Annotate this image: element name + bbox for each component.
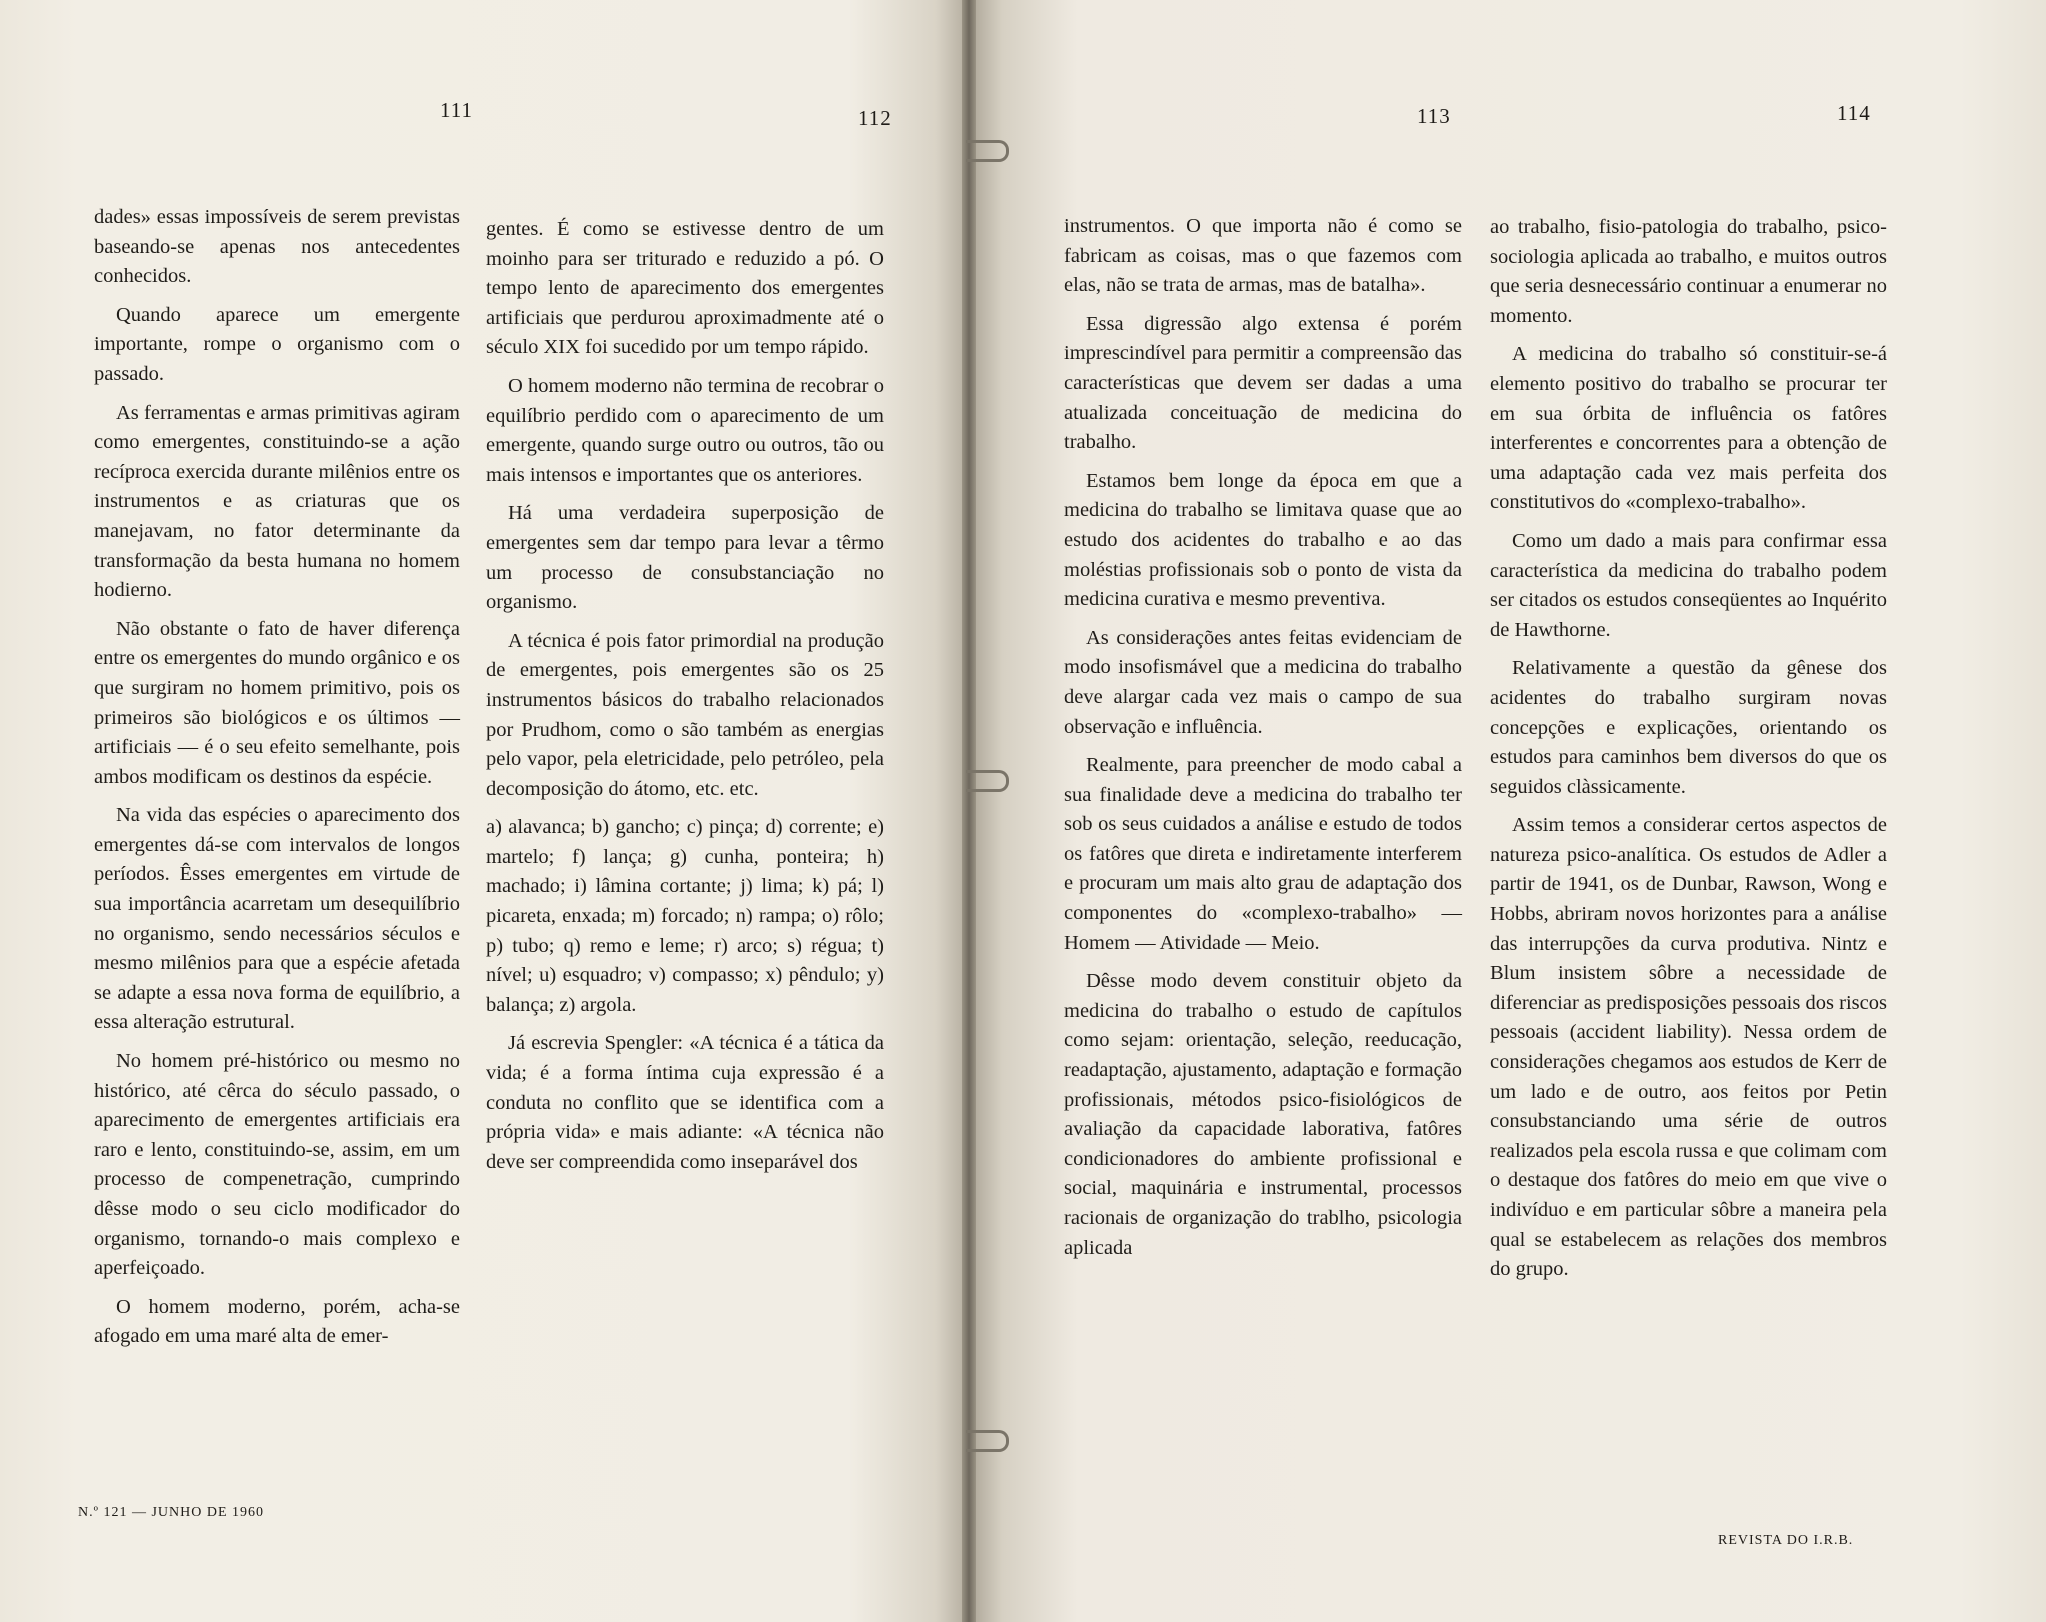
journal-footer: REVISTA DO I.R.B. — [1718, 1533, 1854, 1548]
paragraph: As ferramentas e armas primitivas agiram como emergentes, constituindo-se a ação recíproca exercida durante milênios entre os instrumentos e as criaturas que os manejavam, no fator determinante da transformação da besta humana no homem hodierno. — [94, 401, 460, 602]
paragraph: A técnica é pois fator primordial na produção de emergentes, pois emergentes são os 25 instrumentos básicos do trabalho relacionados por Prudhom, como o são também as energias pelo vapor, pela eletricidade, pelo petróleo, pela decomposição do átomo, etc. etc. — [486, 629, 884, 800]
paragraph: O homem moderno, porém, acha-se afogado em uma maré alta de emer- — [94, 1295, 460, 1348]
paragraph: Relativamente a questão da gênese dos acidentes do trabalho surgiram novas concepções e explicações, orientando os estudos para caminhos bem diversos do que os seguidos clàssicamente. — [1490, 657, 1887, 798]
paragraph: Dêsse modo devem constituir objeto da medicina do trabalho o estudo de capítulos como sejam: orientação, seleção, reeducação, readaptação, ajustamento, adaptação e formação profissionais, métodos psico-fisiológicos de avaliação da capacidade laborativa, fatôres condicionadores do ambiente profissional e social, maquinária e instrumental, processos racionais de organização do trablho, psicologia aplicada — [1064, 970, 1462, 1259]
text-column-page-111 — [94, 203, 460, 1361]
paragraph: Quando aparece um emergente importante, rompe o organismo com o passado. — [94, 303, 460, 385]
paragraph: Há uma verdadeira superposição de emergentes sem dar tempo para levar a têrmo um processo de consubstanciação no organismo. — [486, 502, 884, 614]
paragraph: Já escrevia Spengler: «A técnica é a tática da vida; é a forma íntima cuja expressão é a conduta no conflito que se identifica com a própria vida» e mais adiante: «A técnica não deve ser compreendida como inseparável dos — [486, 1032, 884, 1173]
paragraph: Essa digressão algo extensa é porém imprescindível para permitir a compreensão das características que devem ser dadas a uma atualizada conceituação de medicina do trabalho. — [1064, 312, 1462, 454]
page-number: 111 — [440, 98, 473, 122]
paragraph: No homem pré-histórico ou mesmo no histórico, até cêrca do século passado, o aparecimento de emergentes artificiais era raro e lento, constituindo-se, assim, em um processo de compenetração, cumprindo dêsse modo o seu ciclo modificador do organismo, tornando-o mais complexo e aperfeiçoado. — [94, 1050, 460, 1280]
paragraph: ao trabalho, fisio-patologia do trabalho, psico-sociologia aplicada ao trabalho, e muitos outros que seria desnecessário continuar a enumerar no momento. — [1490, 216, 1887, 327]
text-column-page-114 — [1490, 213, 1887, 1294]
page-number: 114 — [1837, 101, 1871, 125]
binding-stitch — [966, 140, 1009, 162]
paragraph: Realmente, para preencher de modo cabal a sua finalidade deve a medicina do trabalho ter sob os seus cuidados a análise e estudo de todos os fatôres que direta e indiretamente interferem e procuram um mais alto grau de adaptação dos componentes do «complexo-trabalho» — Homem — Atividade — Meio. — [1064, 754, 1462, 954]
paragraph: Estamos bem longe da época em que a medicina do trabalho se limitava quase que ao estudo dos acidentes do trabalho e ao das moléstias profissionais sob o ponto de vista da medicina curativa e mesmo preventiva. — [1064, 469, 1462, 611]
book-gutter — [962, 0, 976, 1622]
binding-stitch — [966, 1430, 1009, 1452]
issue-footer: N.º 121 — JUNHO DE 1960 — [78, 1505, 265, 1520]
paragraph: Assim temos a considerar certos aspectos de natureza psico-analítica. Os estudos de Adler a partir de 1941, os de Dunbar, Rawson, Wong e Hobbs, abriram novos horizontes para a análise das interrupções da curva produtiva. Nintz e Blum insistem sôbre a necessidade de diferenciar as predisposições pessoais dos riscos pessoais (accident liability). Nessa ordem de considerações chegamos aos estudos de Kerr de um lado e de outro, aos feitos por Petin consubstanciando uma série de outros realizados pela escola russa e que colimam com o destaque dos fatôres do meio em que vive o indivíduo e em particular sôbre a maneira pela qual se estabelecem as relações dos membros do grupo. — [1490, 814, 1887, 1281]
binding-stitch — [966, 770, 1009, 792]
paragraph: A medicina do trabalho só constituir-se-á elemento positivo do trabalho se procurar ter em sua órbita de influência os fatôres interferentes e concorrentes para a obtenção de uma adaptação cada vez mais perfeita dos constitutivos do «complexo-trabalho». — [1490, 343, 1887, 514]
page-number: 112 — [858, 106, 892, 130]
paragraph: dades» essas impossíveis de serem previstas baseando-se apenas nos antecedentes conhecidos. — [94, 206, 460, 288]
paragraph: As considerações antes feitas evidenciam de modo insofismável que a medicina do trabalho deve alargar cada vez mais o campo de sua observação e influência. — [1064, 626, 1462, 738]
paragraph: Não obstante o fato de haver diferença entre os emergentes do mundo orgânico e os que surgiram no homem primitivo, pois os primeiros são biológicos e os últimos — artificiais — é o seu efeito semelhante, pois ambos modificam os destinos da espécie. — [94, 617, 460, 788]
paragraph: Na vida das espécies o aparecimento dos emergentes dá-se com intervalos de longos períodos. Êsses emergentes em virtude de sua importância acarretam um desequilíbrio no organismo, sendo necessários séculos e mesmo milênios para que a espécie afetada se adapte a essa nova forma de equilíbrio, a essa alteração estrutural. — [94, 804, 460, 1034]
tool-list: a) alavanca; b) gancho; c) pinça; d) corrente; e) martelo; f) lança; g) cunha, ponteira; h) machado; i) lâmina cortante; j) lima; k) pá; l) picareta, enxada; m) forcado; n) rampa; o) rôlo; p) tubo; q) remo e leme; r) arco; s) régua; t) nível; u) esquadro; v) compasso; x) pêndulo; y) balança; z) argola. — [486, 816, 884, 1016]
paragraph: instrumentos. O que importa não é como se fabricam as coisas, mas o que fazemos com elas, não se trata de armas, mas de batalha». — [1064, 215, 1462, 297]
paragraph: gentes. É como se estivesse dentro de um moinho para ser triturado e reduzido a pó. O tempo lento de aparecimento dos emergentes artificiais que perdurou aproximadmente até o século XIX foi sucedido por um tempo rápido. — [486, 218, 884, 359]
paragraph: Como um dado a mais para confirmar essa característica da medicina do trabalho podem ser citados os estudos conseqüentes ao Inquérito de Hawthorne. — [1490, 529, 1887, 641]
paragraph: O homem moderno não termina de recobrar o equilíbrio perdido com o aparecimento de um emergente, quando surge outro ou outros, tão ou mais intensos e importantes que os anteriores. — [486, 374, 884, 486]
text-column-page-113 — [1064, 212, 1462, 1272]
page-number: 113 — [1417, 104, 1451, 128]
text-column-page-112 — [486, 215, 884, 1186]
